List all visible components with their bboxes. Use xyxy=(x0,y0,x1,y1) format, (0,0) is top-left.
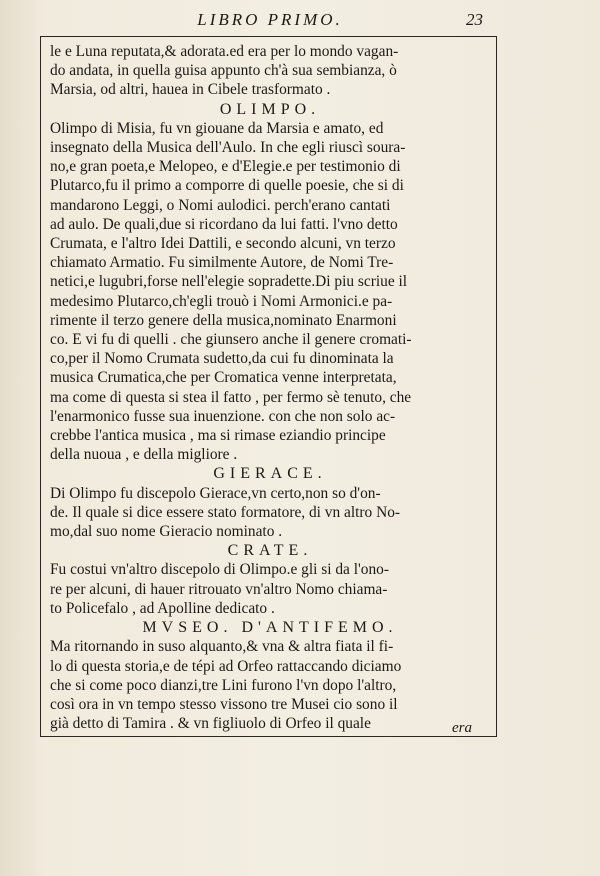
running-title: LIBRO PRIMO. xyxy=(197,10,343,29)
text-line: to Policefalo , ad Apolline dedicato . xyxy=(50,599,275,617)
text-line: musica Crumatica,che per Cromatica venne interpretata, xyxy=(50,369,397,387)
text-body xyxy=(50,42,490,733)
bottom-rule xyxy=(40,736,497,737)
section-heading: CRATE. xyxy=(227,542,313,560)
section-heading: MVSEO. D'ANTIFEMO. xyxy=(142,619,398,637)
text-line: chiamato Armatio. Fu similmente Autore, de Nomi Tre- xyxy=(50,254,394,272)
text-line: Ma ritornando in suso alquanto,& vna & altra fiata il fi- xyxy=(50,638,394,656)
text-line: no,e gran poeta,e Melopeo, e d'Elegie.e per testimonio di xyxy=(50,158,401,176)
text-line: le e Luna reputata,& adorata.ed era per lo mondo vagan- xyxy=(50,43,399,60)
text-line: Fu costui vn'altro discepolo di Olimpo.e gli si da l'ono- xyxy=(50,561,389,579)
text-line: Crumata, e l'altro Idei Dattili, e secondo alcuni, vn terzo xyxy=(50,235,396,253)
text-line: de. Il quale si dice essere stato formatore, di vn altro No- xyxy=(50,503,401,521)
text-line: ma come di questa si stea il fatto , per fermo sè tenuto, che xyxy=(50,388,412,406)
text-line: mo,dal suo nome Gieracio nominato . xyxy=(50,523,283,541)
text-line: Olimpo di Misia, fu vn giouane da Marsia e amato, ed xyxy=(50,119,384,137)
text-line: l'enarmonico fusse sua inuenzione. con che non solo ac- xyxy=(50,407,396,425)
section-heading: GIERACE. xyxy=(213,465,327,483)
text-line: mandarono Leggi, o Nomi aulodici. perch'erano cantati xyxy=(50,196,391,214)
text-line: Plutarco,fu il primo a comporre di quelle poesie, che si di xyxy=(50,177,404,195)
text-line: insegnato della Musica dell'Aulo. In che egli riuscì soura- xyxy=(50,139,406,157)
text-line: Di Olimpo fu discepolo Gierace,vn certo,non so d'on- xyxy=(50,484,381,502)
text-line: co. E vi fu di quelli . che giunsero anche il genere cromati- xyxy=(50,331,412,349)
text-line: già detto di Tamira . & vn figliuolo di Orfeo il quale xyxy=(50,715,371,733)
text-line: ad aulo. De quali,due si ricordano da lui fatti. l'vno detto xyxy=(50,215,398,233)
text-line: rimente il terzo genere della musica,nominato Enarmoni xyxy=(50,311,397,329)
text-line: che si come poco dianzi,tre Lini furono l'vn dopo l'altro, xyxy=(50,676,397,694)
text-line: re per alcuni, di hauer ritrouato vn'altro Nomo chiama- xyxy=(50,580,388,598)
text-line: lo di questa storia,e de tépi ad Orfeo rattaccando diciamo xyxy=(50,657,402,675)
text-line: do andata, in quella guisa appunto ch'à sua sembianza, ò xyxy=(50,62,397,80)
page-number: 23 xyxy=(466,10,483,29)
text-line: così ora in vn tempo stesso vissono tre Musei cio sono il xyxy=(50,695,398,713)
text-line: co,per il Nomo Crumata sudetto,da cui fu dinominata la xyxy=(50,350,394,368)
text-line: medesimo Plutarco,ch'egli trouò i Nomi Armonici.e pa- xyxy=(50,292,393,310)
catchword: era xyxy=(452,720,472,736)
section-heading: OLIMPO. xyxy=(219,100,321,118)
text-line: netici,e lugubri,forse nell'elegie sopradette.Di piu scriue il xyxy=(50,273,408,291)
text-line: crebbe l'antica musica , ma si rimase eziandio principe xyxy=(50,427,386,445)
text-line: Marsia, od altri, hauea in Cibele trasformato . xyxy=(50,81,331,99)
page-header xyxy=(40,8,495,34)
text-line: della nuoua , e della migliore . xyxy=(50,446,238,464)
